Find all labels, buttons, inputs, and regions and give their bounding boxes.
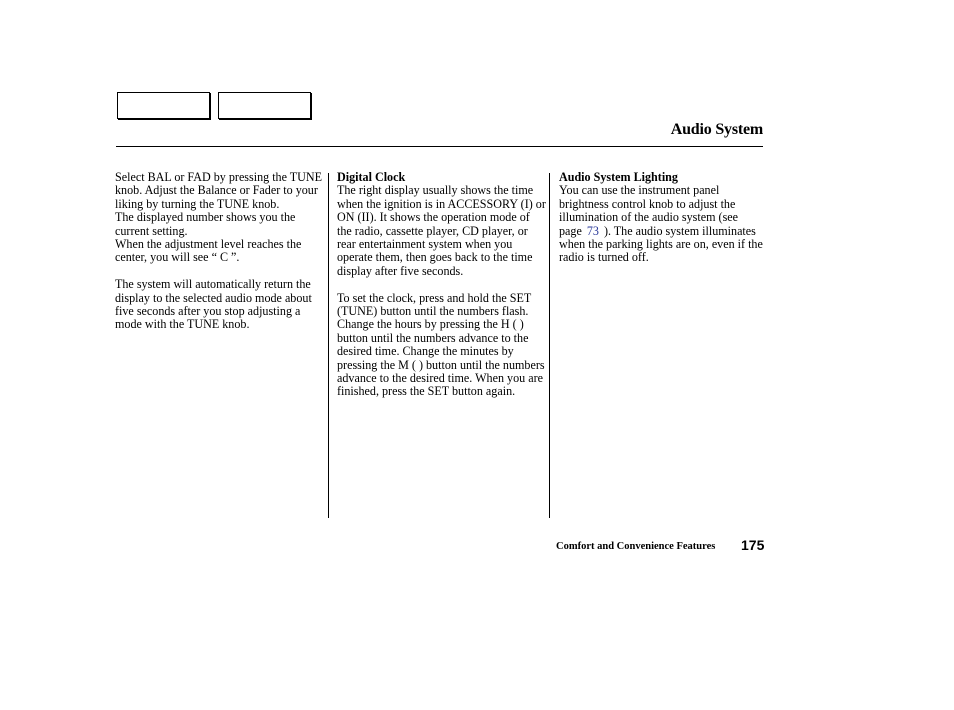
paragraph-set-clock: To set the clock, press and hold the SET (TUNE) button until the numbers flash. Change the hours by pressing the H ( ) button until the numbers advance to the desired time. Change the minutes by pressing the M ( ) button until the numbers advance to the desired time. When you are finished, press the SET button again.	[337, 290, 545, 399]
paragraph-setting: The displayed number shows you the current setting.	[115, 210, 296, 238]
paragraph-bal-fad: Select BAL or FAD by pressing the TUNE knob. Adjust the Balance or Fader to your liking by turning the TUNE knob.	[115, 170, 323, 211]
lighting-text-end: ). The audio system illuminates when the parking lights are on, even if the radio is turned off.	[559, 223, 763, 265]
spacer	[115, 265, 325, 278]
header-rule	[116, 146, 763, 147]
paragraph-clock-display: The right display usually shows the time when the ignition is in ACCESSORY (I) or ON (II). It shows the operation mode of the radio, cassette player, CD player, or rear entertainment system when you operate them, then goes back to the time display after five seconds.	[337, 183, 546, 278]
footer-section-label: Comfort and Convenience Features	[556, 541, 716, 552]
paragraph-auto-return: The system will automatically return the display to the selected audio mode about five seconds after you stop adjusting a mode with the TUNE knob.	[115, 277, 312, 332]
column-digital-clock	[337, 171, 547, 399]
column-divider	[328, 173, 329, 518]
paragraph-lighting	[559, 184, 769, 264]
page-number: 175	[741, 537, 765, 553]
heading-digital-clock: Digital Clock	[337, 170, 406, 184]
main-menu-button[interactable]	[117, 92, 210, 119]
page-reference-link[interactable]: 73	[586, 223, 599, 238]
lighting-text-start: You can use the instrument panel brightness control knob to adjust the illumination of the audio system (see page	[559, 183, 739, 238]
column-audio-lighting	[559, 171, 769, 265]
index-button[interactable]	[218, 92, 311, 119]
column-balance-fader	[115, 171, 325, 332]
paragraph-center: When the adjustment level reaches the center, you will see “ C ”.	[115, 237, 302, 265]
column-divider	[549, 173, 550, 518]
spacer	[337, 278, 547, 291]
page-title: Audio System	[670, 121, 763, 138]
heading-audio-lighting: Audio System Lighting	[559, 170, 678, 184]
